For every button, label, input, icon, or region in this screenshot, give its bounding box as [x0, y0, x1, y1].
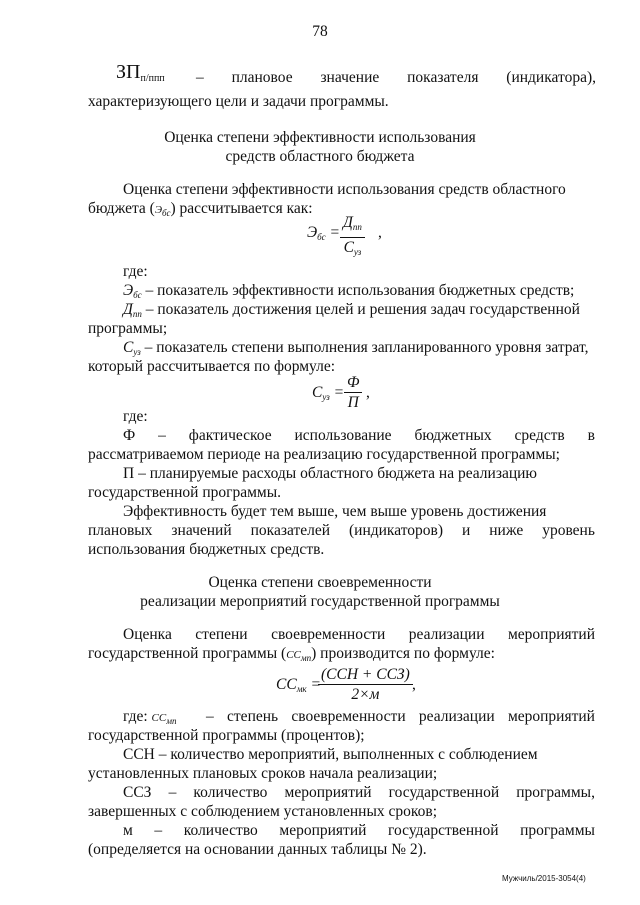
definition-ssz-line2: завершенных с соблюдением установленных сроков;: [88, 803, 438, 820]
section-heading-efficiency: Оценка степени эффективности использования средств областного бюджета: [164, 129, 476, 165]
definition-m-line2: (определяется на основании данных таблицы № 2).: [88, 841, 427, 858]
definition-d-pp: $Д_{пп}$ – показатель достижения целей и решения задач государственной: [123, 301, 580, 319]
where-label-3: где: $СС_{мп}$: [123, 708, 177, 726]
paragraph-timeliness-line2: государственной программы $(СС_{мп})$ производится по формуле:: [88, 645, 495, 663]
formula-efficiency-fraction: $Д_{пп}$ $С_{уз}$: [340, 214, 365, 261]
where-label-1: где:: [123, 263, 148, 280]
definition-phi-line2: рассматриваемом периоде на реализацию государственной программы;: [88, 446, 560, 463]
definition-s-uz: $С_{уз}$ – показатель степени выполнения запланированного уровня затрат,: [123, 339, 589, 357]
formula-cost-comma: ,: [366, 384, 370, 401]
definition-ssz-line1: ССЗ – количество мероприятий государственной программы,: [123, 784, 595, 801]
definition-pi-line1: П – планируемые расходы областного бюджета на реализацию: [123, 465, 537, 482]
section-heading-timeliness: Оценка степени своевременности реализации мероприятий государственной программы: [140, 574, 500, 610]
formula-timeliness-comma: ,: [412, 676, 416, 693]
definition-phi-line1: Ф – фактическое использование бюджетных средств в: [123, 427, 595, 444]
paragraph-conclusion-line2: плановых значений показателей (индикаторов) и ниже уровень: [88, 522, 595, 539]
document-footer-code: Мужчиль/2015-3054(4): [502, 874, 586, 883]
formula-timeliness-lhs: $СС_{мк}$ =: [276, 676, 321, 694]
definition-ss-mp-line2: государственной программы (процентов);: [88, 727, 365, 744]
formula-cost-lhs: $С_{уз}$ =: [312, 384, 345, 402]
definition-ssn-line2: установленных плановых сроков начала реализации;: [88, 765, 438, 782]
definition-s-uz-line2: который рассчитывается по формуле:: [88, 358, 336, 375]
definition-e-bs: $Э_{бс}$ – показатель эффективности использования бюджетных средств;: [123, 282, 575, 300]
definition-ss-mp-line1: – степень своевременности реализации мероприятий: [206, 708, 595, 725]
formula-efficiency-comma: ,: [378, 224, 382, 241]
definition-d-pp-line2: программы;: [88, 320, 168, 337]
zp-definition-line: – плановое значение показателя (индикатора),: [196, 69, 596, 86]
page-number: 78: [312, 23, 328, 40]
paragraph-efficiency-line1: Оценка степени эффективности использования средств областного: [123, 181, 566, 198]
definition-pi-line2: государственной программы.: [88, 484, 282, 501]
definition-ssn-line1: ССН – количество мероприятий, выполненных с соблюдением: [123, 746, 538, 763]
formula-timeliness-fraction: (ССН + ССЗ) 2×м: [318, 666, 413, 703]
where-label-2: где:: [123, 408, 148, 425]
definition-m-line1: м – количество мероприятий государственной программы: [123, 822, 595, 839]
zp-symbol: $ЗП_{п/ппп}$: [116, 61, 165, 84]
formula-efficiency-lhs: $Э_{бс}$ =: [307, 224, 340, 242]
paragraph-conclusion-line3: использования бюджетных средств.: [88, 541, 325, 558]
paragraph-timeliness-line1: Оценка степени своевременности реализации мероприятий: [123, 626, 595, 643]
paragraph-conclusion-line1: Эффективность будет тем выше, чем выше уровень достижения: [123, 503, 547, 520]
formula-cost-fraction: Ф П: [344, 374, 362, 411]
zp-definition-line2: характеризующего цели и задачи программы.: [88, 93, 389, 110]
paragraph-efficiency-line2: бюджета $(Э_{бс})$ рассчитывается как:: [88, 200, 313, 218]
